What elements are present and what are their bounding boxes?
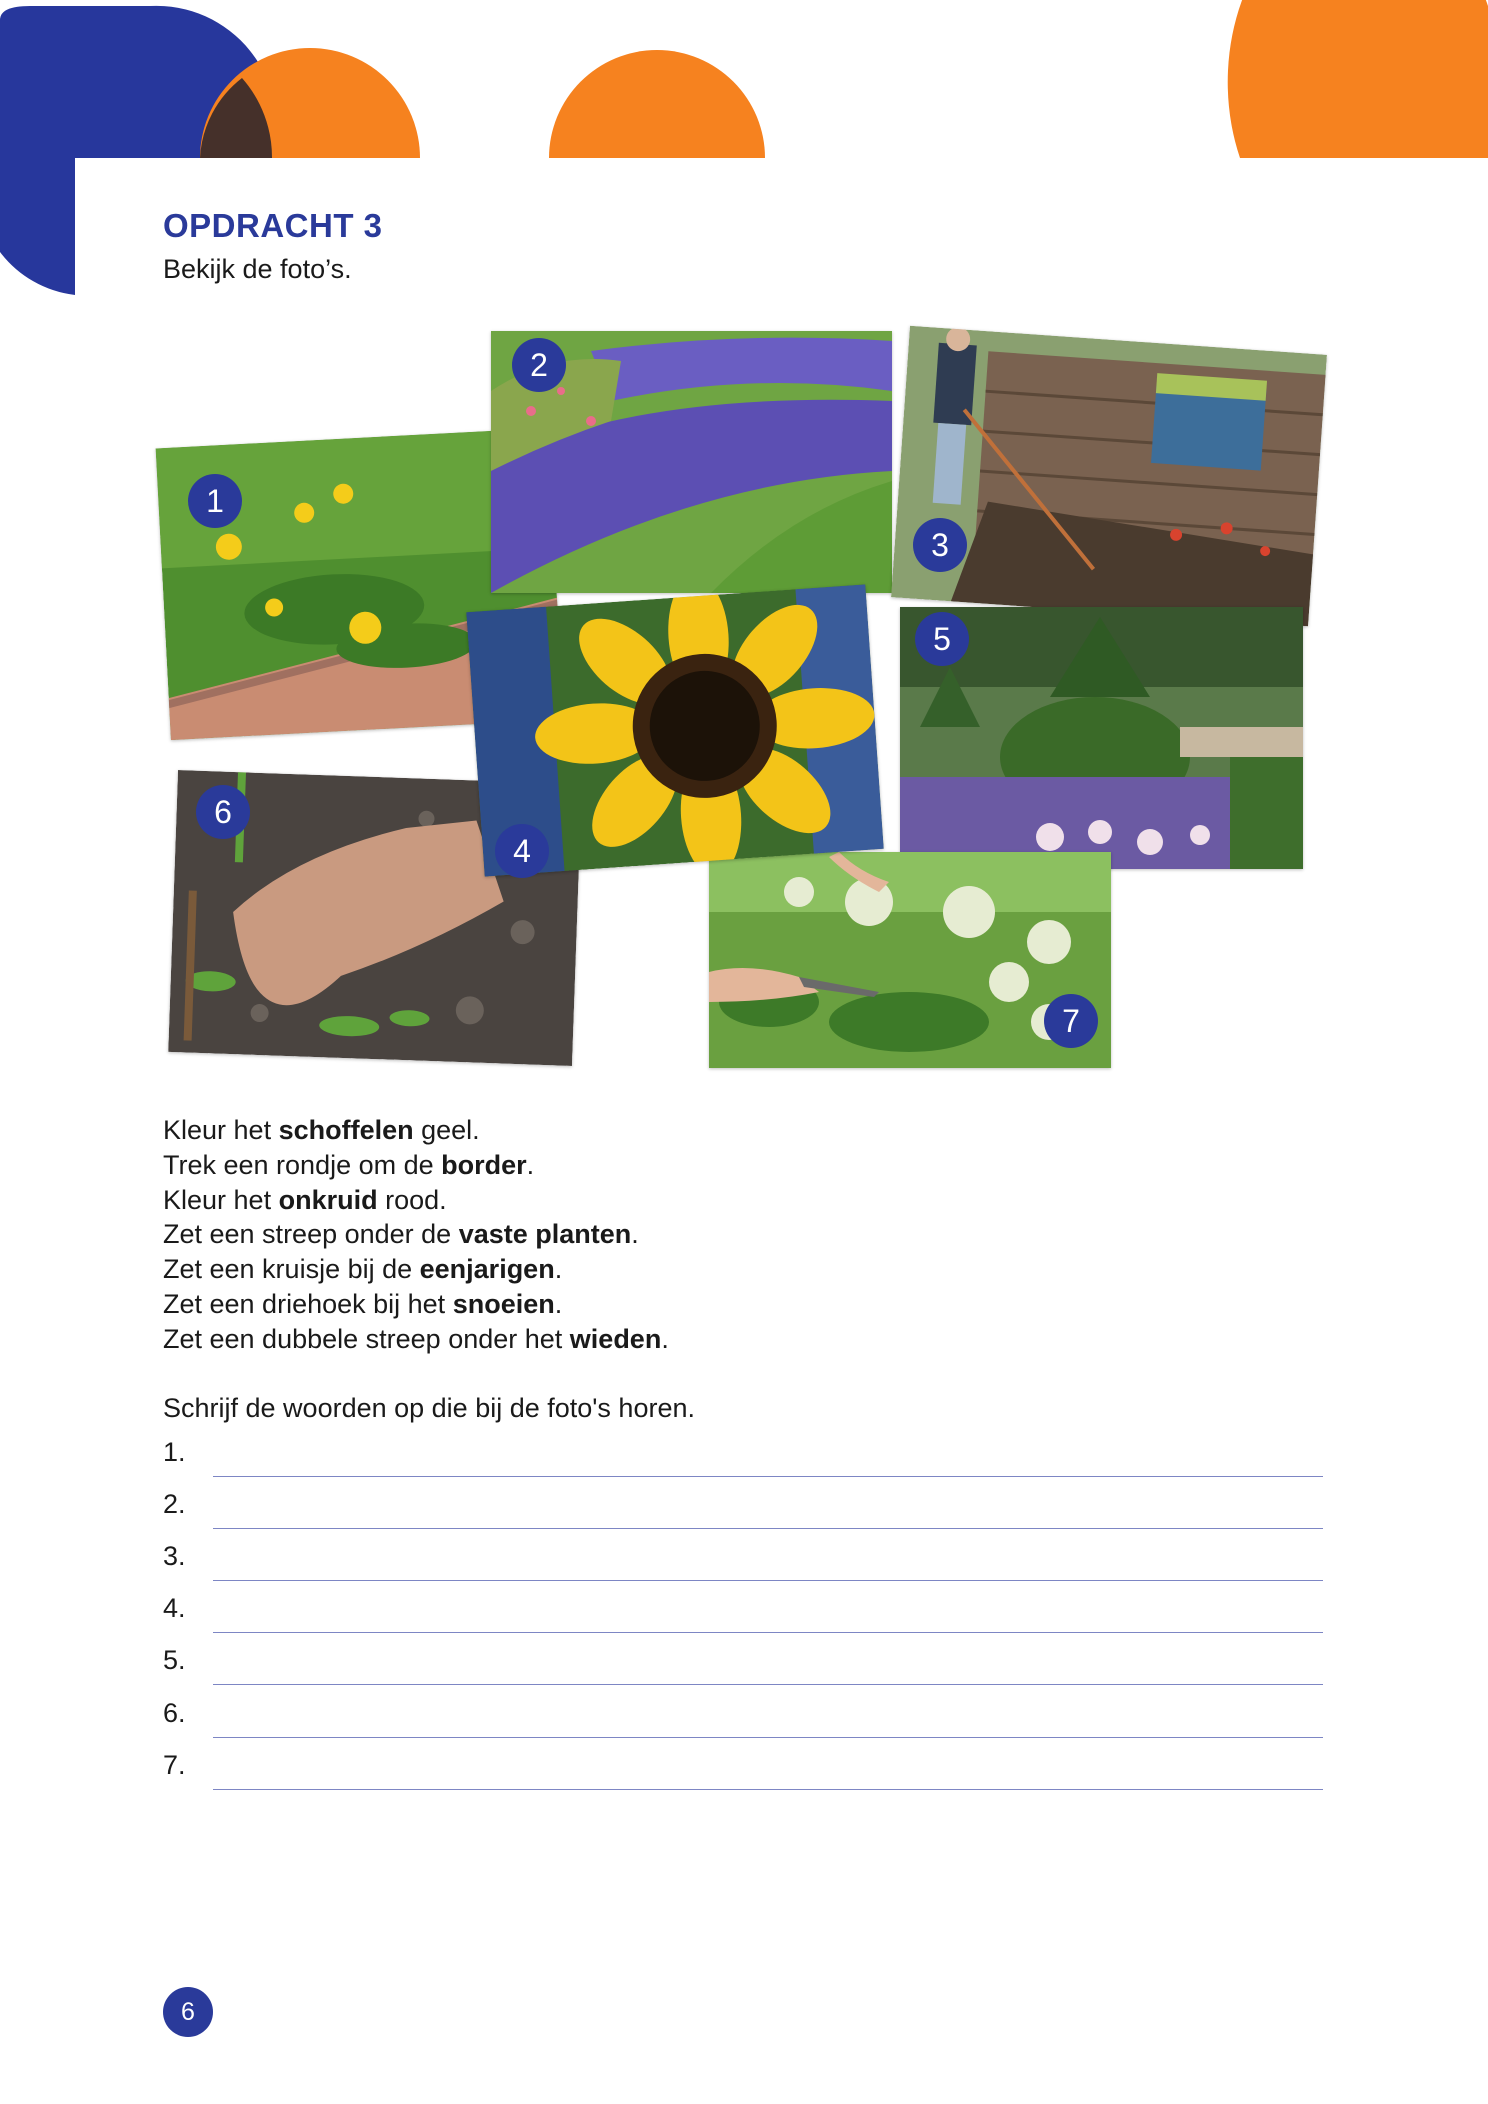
photo-badge-2: 2 [512, 338, 566, 392]
answer-number: 1. [163, 1437, 186, 1467]
answer-number: 2. [163, 1489, 186, 1519]
instruction-item: Zet een streep onder de vaste planten. [163, 1219, 639, 1250]
answer-row-5[interactable] [163, 1645, 1323, 1685]
photo-3-hoeing [891, 326, 1327, 626]
answer-line[interactable] [213, 1580, 1323, 1581]
answer-number: 3. [163, 1541, 186, 1571]
answer-row-3[interactable] [163, 1541, 1323, 1581]
photo-badge-6: 6 [196, 785, 250, 839]
instruction-list [163, 1113, 669, 1357]
answer-row-6[interactable] [163, 1698, 1323, 1738]
answer-number: 4. [163, 1593, 186, 1623]
instruction-item: Trek een rondje om de border. [163, 1149, 535, 1180]
answer-line[interactable] [213, 1737, 1323, 1738]
photo-badge-7: 7 [1044, 994, 1098, 1048]
answer-line[interactable] [213, 1684, 1323, 1685]
assignment-subtitle: Bekijk de foto’s. [163, 254, 352, 284]
answer-row-7[interactable] [163, 1750, 1323, 1790]
answer-line[interactable] [213, 1476, 1323, 1477]
page-number-badge: 6 [163, 1987, 213, 2037]
answer-number: 6. [163, 1698, 186, 1728]
instruction-item: Zet een dubbele streep onder het wieden. [163, 1323, 669, 1354]
answer-number: 5. [163, 1645, 186, 1675]
answer-number: 7. [163, 1750, 186, 1780]
answer-row-4[interactable] [163, 1593, 1323, 1633]
instruction-item: Kleur het onkruid rood. [163, 1184, 447, 1215]
answer-line[interactable] [213, 1789, 1323, 1790]
photo-badge-4: 4 [495, 824, 549, 878]
answer-row-2[interactable] [163, 1489, 1323, 1529]
write-prompt: Schrijf de woorden op die bij de foto's horen. [163, 1393, 695, 1423]
answer-line[interactable] [213, 1632, 1323, 1633]
instruction-item: Kleur het schoffelen geel. [163, 1115, 480, 1145]
photo-badge-3: 3 [913, 518, 967, 572]
answer-row-1[interactable] [163, 1437, 1323, 1477]
photo-badge-5: 5 [915, 612, 969, 666]
instruction-item: Zet een kruisje bij de eenjarigen. [163, 1254, 563, 1285]
photo-badge-1: 1 [188, 474, 242, 528]
answer-line[interactable] [213, 1528, 1323, 1529]
instruction-item: Zet een driehoek bij het snoeien. [163, 1288, 563, 1319]
assignment-title: OPDRACHT 3 [163, 207, 383, 244]
